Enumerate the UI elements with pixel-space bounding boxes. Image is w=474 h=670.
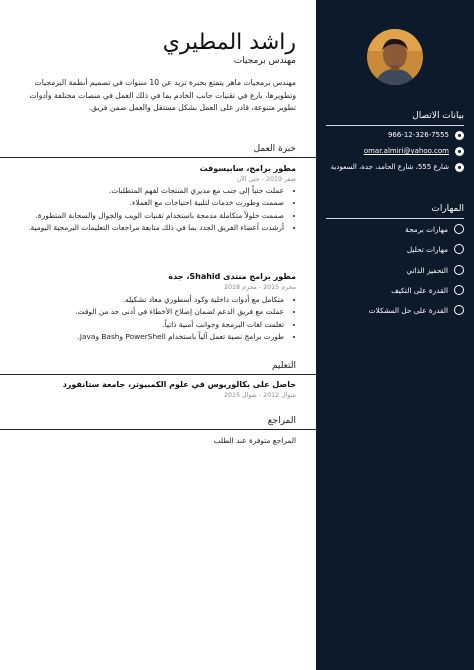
job-date: صفر 2019 - حتى الآن (236, 176, 296, 183)
experience-heading: خبرة العمل (0, 144, 316, 158)
circle-bullet-icon (454, 224, 464, 234)
skill-label: مهارات تحليل (406, 244, 448, 254)
email-item[interactable] (326, 145, 464, 157)
phone-text: 966-12-326-7555 (387, 131, 449, 139)
list-item: • أرشدت أعضاء الفريق الجدد بما في ذلك متابعة مراجعات التعليمات البرمجية اليومية. (14, 222, 284, 234)
circle-bullet-icon (454, 285, 464, 295)
list-item: • صممت وطورت خدمات لتلبية احتياجات مع العملاء. (14, 197, 284, 209)
list-item: • عملت مع فريق الدعم لضمان إصلاح الأخطاء في أدنى حد من الوقت. (14, 306, 284, 318)
phone-icon (455, 131, 464, 140)
list-item: • صممت حلولاً متكاملة مدمجة باستخدام تقنيات الويب والجوال والسحابة المتطورة. (14, 210, 284, 222)
education-heading: التعليم (0, 361, 316, 375)
list-item: • متكامل مع أدوات داخلية وكود أسطوري معاد تشكيله. (14, 294, 284, 306)
skill-label: التحفيز الذاتي (406, 265, 448, 275)
circle-bullet-icon (454, 244, 464, 254)
skills-heading: المهارات (326, 204, 464, 219)
job-bullets (14, 294, 296, 344)
references-heading: المراجع (0, 416, 316, 430)
skill-label: القدرة على حل المشكلات (368, 305, 448, 315)
circle-bullet-icon (454, 265, 464, 275)
list-item: • تعلمت لغات البرمجة وجوانب أمنية ذاتياً. (14, 319, 284, 331)
email-link[interactable]: omar.almiri@yahoo.com (363, 147, 449, 155)
education-date: شوال 2012 - شوال 2015 (223, 392, 296, 399)
person-name: راشد المطيري (162, 30, 296, 55)
list-item: • عملت جنباً إلى جنب مع مديري المنتجات لفهم المتطلبات. (14, 185, 284, 197)
job-role: مهندس برمجيات (233, 56, 296, 66)
job-bullets (14, 185, 296, 235)
profile-photo (367, 29, 423, 85)
skill-item (326, 285, 464, 295)
skill-label: القدرة على التكيف (391, 285, 448, 295)
avatar (367, 29, 423, 85)
list-item: • طورت برامج نصية تعمل آلياً باستخدام PowerShell وBash وJava. (14, 331, 284, 343)
contact-heading: بيانات الاتصال (326, 111, 464, 126)
skill-item (326, 224, 464, 234)
profile-summary: مهندس برمجيات ماهر يتمتع بخبرة تزيد عن 10 سنوات في تصميم أنظمة البرمجيات وتطويرها، بارع في تقنيات جانب الخادم بما في ذلك العمل في منصات مختلفة وأدوات تطوير متنوعة، قادر على العمل بشكل مستقل والعمل ضمن فريق. (29, 78, 296, 113)
job-title: مطور برامج، سابيسوفت (199, 164, 296, 173)
circle-bullet-icon (454, 305, 464, 315)
location-icon (455, 163, 464, 172)
sidebar (316, 0, 474, 670)
skill-item (326, 244, 464, 254)
address-item (326, 161, 464, 173)
phone-item (326, 129, 464, 141)
references-text: المراجع متوفرة عند الطلب (213, 436, 296, 445)
skill-item (326, 305, 464, 315)
degree-title: حاصل على بكالوريوس في علوم الكمبيوتر، جامعة ستانفورد (62, 380, 296, 389)
address-text: شارع 555، شارع الحامد، جدة، السعودية (330, 163, 449, 171)
job-date: محرم 2015 - محرم 2018 (224, 284, 296, 291)
job-title: مطور برامج منتدى Shahid، جدة (168, 272, 296, 281)
email-icon (455, 147, 464, 156)
skill-label: مهارات برمجة (405, 224, 448, 234)
skill-item (326, 265, 464, 275)
